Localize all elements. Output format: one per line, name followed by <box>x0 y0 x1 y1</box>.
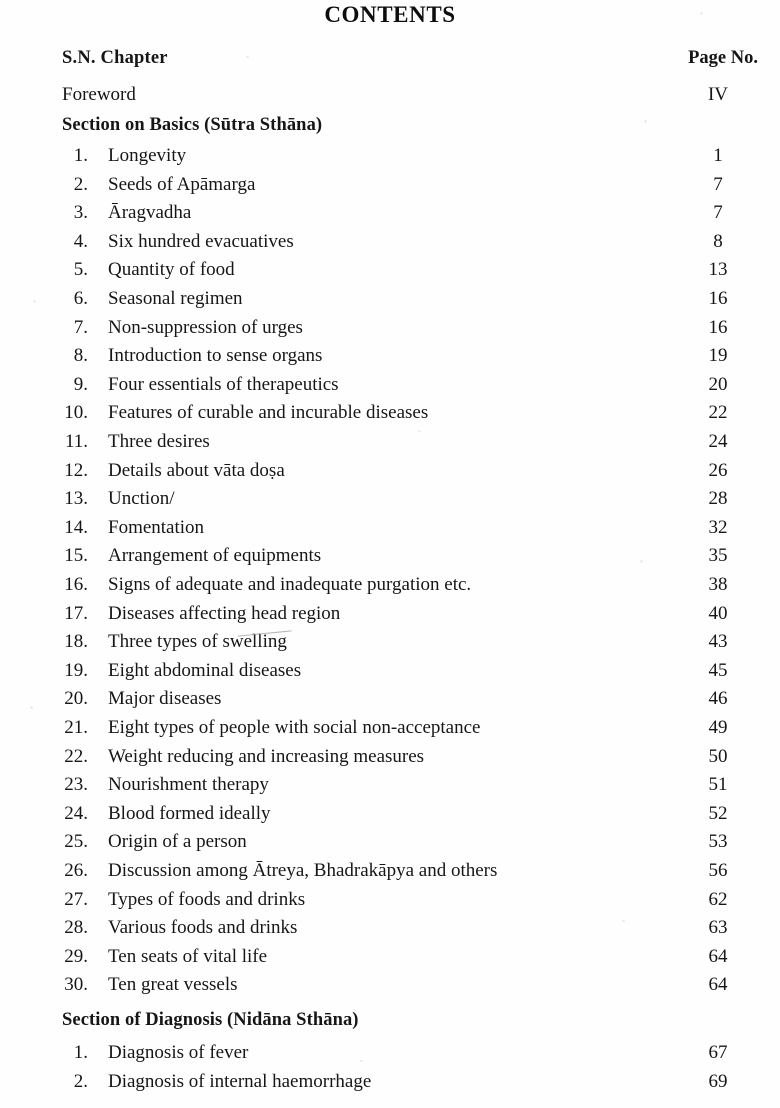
toc-row[interactable] <box>0 774 780 803</box>
toc-entry-page: 20 <box>678 374 758 403</box>
toc-row[interactable] <box>0 545 780 574</box>
toc-entry-number: 4. <box>73 230 88 252</box>
toc-row[interactable] <box>0 488 780 517</box>
toc-entry-title: Origin of a person <box>108 831 247 853</box>
toc-row[interactable] <box>0 831 780 860</box>
toc-entry-number: 7. <box>73 316 88 338</box>
toc-row[interactable] <box>0 717 780 746</box>
toc-entry-page: 7 <box>678 202 758 231</box>
toc-entry-page: 38 <box>678 574 758 603</box>
toc-entry-title: Weight reducing and increasing measures <box>108 745 425 767</box>
toc-entry-number: 30. <box>64 974 88 996</box>
toc-entry-title: Ten great vessels <box>108 974 238 996</box>
toc-entry-page: 22 <box>678 402 758 431</box>
toc-row[interactable] <box>0 259 780 288</box>
toc-row[interactable] <box>0 860 780 889</box>
toc-entry-number: 5. <box>73 259 88 281</box>
toc-entry-title: Arrangement of equipments <box>108 545 322 567</box>
toc-entry-number: 28. <box>64 917 88 939</box>
toc-entry-number: 12. <box>64 459 88 481</box>
toc-entry-title: Diagnosis of internal haemorrhage <box>108 1070 372 1092</box>
toc-entry-title: Four essentials of therapeutics <box>108 373 339 395</box>
toc-entry-page: 28 <box>678 488 758 517</box>
toc-entry-page: 16 <box>678 317 758 346</box>
toc-entry-number: 23. <box>64 774 88 796</box>
toc-entry-page: 24 <box>678 431 758 460</box>
toc-entry-page: 64 <box>678 974 758 1003</box>
toc-entry-title: Eight abdominal diseases <box>108 659 302 681</box>
toc-entry-number: 1. <box>73 145 88 166</box>
toc-row[interactable] <box>0 603 780 632</box>
toc-entry-title: Major diseases <box>108 688 222 710</box>
toc-entry-number: 14. <box>64 516 88 538</box>
toc-entry-number: 16. <box>64 574 88 595</box>
page-title: CONTENTS <box>324 2 456 27</box>
toc-entry-page: 35 <box>678 545 758 574</box>
toc-row[interactable] <box>0 402 780 431</box>
toc-entry-page: 51 <box>678 774 758 803</box>
toc-entry-page: 64 <box>678 946 758 975</box>
toc-row[interactable] <box>0 631 780 660</box>
toc-entry-title: Foreword <box>62 84 136 105</box>
toc-entry-number: 1. <box>73 1042 88 1063</box>
toc-entry-page: 49 <box>678 717 758 746</box>
toc-entry-number: 17. <box>64 602 88 624</box>
toc-row[interactable] <box>0 574 780 603</box>
toc-entry-number: 27. <box>64 888 88 910</box>
toc-entry-number: 6. <box>73 288 88 309</box>
toc-entry-title: Fomentation <box>108 516 205 538</box>
toc-entry-page: 16 <box>678 288 758 317</box>
toc-row[interactable] <box>0 231 780 260</box>
toc-entry-number: 18. <box>64 631 88 653</box>
toc-entry-number: 22. <box>64 745 88 767</box>
toc-entry-page: 69 <box>678 1071 758 1100</box>
toc-entry-page: 13 <box>678 259 758 288</box>
toc-entry-page: 53 <box>678 831 758 860</box>
toc-entry-foreword[interactable] <box>0 84 780 113</box>
toc-entry-page: 32 <box>678 517 758 546</box>
toc-entry-number: 15. <box>64 545 88 567</box>
toc-entry-page: 52 <box>678 803 758 832</box>
toc-entry-number: 10. <box>64 402 88 424</box>
toc-entry-number: 21. <box>64 717 88 738</box>
toc-row[interactable] <box>0 431 780 460</box>
toc-entry-number: 11. <box>64 431 88 452</box>
toc-entry-page: 1 <box>678 145 758 174</box>
toc-row[interactable] <box>0 974 780 1003</box>
toc-entry-page: 62 <box>678 889 758 918</box>
toc-row[interactable] <box>0 746 780 775</box>
toc-entry-number: 2. <box>73 1070 88 1092</box>
toc-entry-title: Three desires <box>108 431 210 452</box>
toc-entry-title: Quantity of food <box>108 259 235 281</box>
toc-entry-page: 45 <box>678 660 758 689</box>
toc-entry-page: 67 <box>678 1042 758 1071</box>
toc-row[interactable] <box>0 317 780 346</box>
toc-entry-title: Introduction to sense organs <box>108 345 323 367</box>
toc-entry-number: 8. <box>73 345 88 367</box>
toc-entry-number: 24. <box>64 802 88 824</box>
toc-row[interactable] <box>0 889 780 918</box>
toc-entry-number: 20. <box>64 688 88 710</box>
toc-row[interactable] <box>0 288 780 317</box>
toc-row[interactable] <box>0 803 780 832</box>
toc-row[interactable] <box>0 460 780 489</box>
toc-row[interactable] <box>0 145 780 174</box>
section-heading-nidana-sthana: Section of Diagnosis (Nidāna Sthāna) <box>62 1010 359 1030</box>
toc-entry-number: 13. <box>64 488 88 510</box>
toc-row[interactable] <box>0 917 780 946</box>
toc-row[interactable] <box>0 660 780 689</box>
toc-entry-title: Eight types of people with social non-acceptance <box>108 717 481 738</box>
toc-entry-title: Āragvadha <box>108 202 192 224</box>
toc-entry-number: 26. <box>64 860 88 881</box>
column-header-row <box>0 48 780 72</box>
column-header-serial-chapter: S.N. Chapter <box>62 48 168 68</box>
toc-entry-number: 3. <box>73 202 88 224</box>
toc-entry-title: Details about vāta doṣa <box>108 459 285 481</box>
toc-entry-title: Seasonal regimen <box>108 288 243 309</box>
toc-entry-title: Discussion among Ātreya, Bhadrakāpya and others <box>108 860 498 881</box>
toc-entry-page: 8 <box>678 231 758 260</box>
toc-entry-title: Three types of swelling <box>108 631 287 653</box>
toc-entry-page: 63 <box>678 917 758 946</box>
toc-entry-page: 26 <box>678 460 758 489</box>
toc-entry-title: Diseases affecting head region <box>108 602 341 624</box>
toc-entry-number: 9. <box>73 373 88 395</box>
toc-row[interactable] <box>0 174 780 203</box>
toc-entry-page: 40 <box>678 603 758 632</box>
toc-entry-page: 43 <box>678 631 758 660</box>
toc-entry-title: Non-suppression of urges <box>108 316 303 338</box>
toc-row[interactable] <box>0 374 780 403</box>
toc-entry-number: 2. <box>73 173 88 195</box>
toc-row[interactable] <box>0 345 780 374</box>
toc-entry-title: Blood formed ideally <box>108 802 271 824</box>
toc-entry-page: 19 <box>678 345 758 374</box>
toc-entry-title: Types of foods and drinks <box>108 888 306 910</box>
toc-entry-title: Various foods and drinks <box>108 917 298 939</box>
toc-entry-title: Features of curable and incurable diseases <box>108 402 429 424</box>
toc-entry-page: 7 <box>678 174 758 203</box>
toc-row[interactable] <box>0 688 780 717</box>
toc-row[interactable] <box>0 517 780 546</box>
toc-row[interactable] <box>0 946 780 975</box>
toc-entry-title: Nourishment therapy <box>108 774 269 796</box>
toc-entry-title: Diagnosis of fever <box>108 1042 249 1063</box>
toc-entry-number: 25. <box>64 831 88 853</box>
toc-row[interactable] <box>0 1042 780 1071</box>
toc-entry-title: Longevity <box>108 145 187 166</box>
toc-entry-page: IV <box>678 84 758 113</box>
toc-entry-page: 56 <box>678 860 758 889</box>
toc-entry-page: 50 <box>678 746 758 775</box>
section-heading-sutra-sthana: Section on Basics (Sūtra Sthāna) <box>62 115 323 135</box>
toc-entry-title: Ten seats of vital life <box>108 945 268 967</box>
toc-entry-page: 46 <box>678 688 758 717</box>
toc-entry-title: Seeds of Apāmarga <box>108 173 256 195</box>
scan-speck <box>644 120 647 123</box>
toc-entry-title: Six hundred evacuatives <box>108 230 294 252</box>
toc-entry-number: 29. <box>64 945 88 967</box>
toc-entry-title: Signs of adequate and inadequate purgation etc. <box>108 574 472 595</box>
toc-entry-title: Unction/ <box>108 488 175 510</box>
toc-row[interactable] <box>0 202 780 231</box>
column-header-page-no: Page No. <box>688 48 758 68</box>
toc-row[interactable] <box>0 1071 780 1100</box>
toc-entry-number: 19. <box>64 659 88 681</box>
